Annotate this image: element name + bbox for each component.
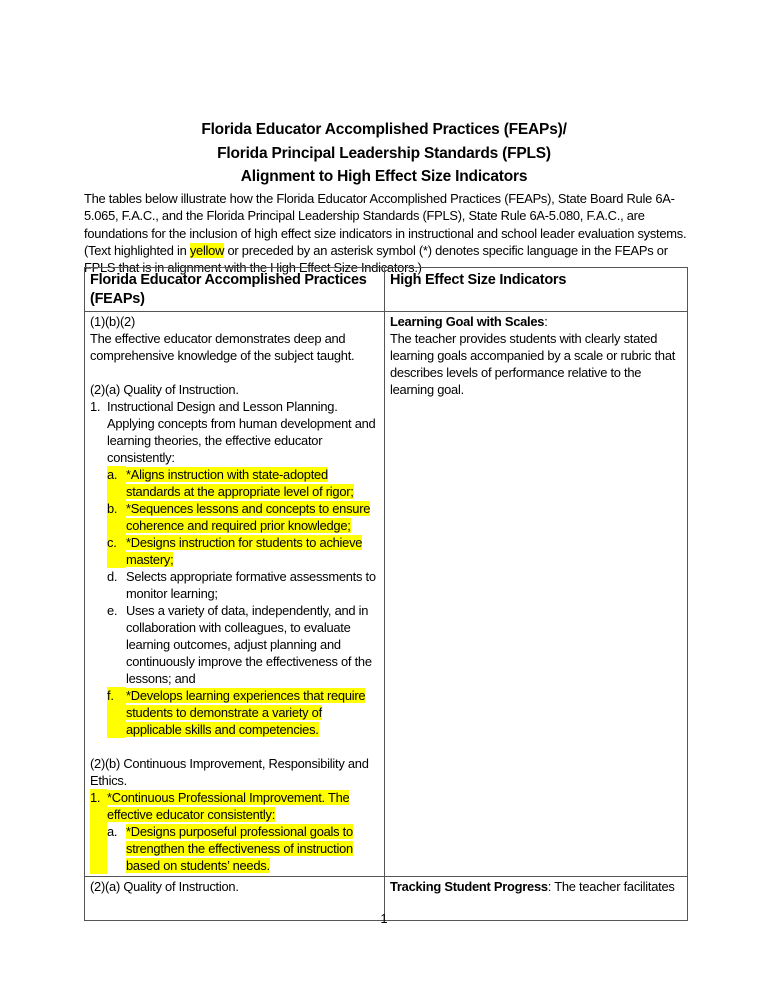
feaps-cell	[85, 312, 385, 877]
document-title	[0, 118, 768, 189]
sub-list-item	[107, 823, 378, 874]
header-feaps: Florida Educator Accomplished Practices (FEAPs)	[85, 268, 385, 312]
list-marker: f.	[107, 687, 126, 738]
list-marker: c.	[107, 534, 126, 568]
sub-list-item	[107, 500, 378, 534]
table-row	[85, 312, 688, 877]
ref: (2)(a) Quality of Instruction.	[90, 382, 239, 397]
list-text: *Designs instruction for students to achieve mastery;	[126, 535, 363, 567]
sub-list-item	[107, 466, 378, 500]
list-text: Uses a variety of data, independently, and in collaboration with colleagues, to evaluate learning outcomes, adjust planning and continuously improve the effectiveness of the lessons; and	[126, 603, 372, 686]
intro-highlight: yellow	[189, 242, 225, 258]
list-marker: e.	[107, 603, 118, 618]
indicator-title: Tracking Student Progress	[390, 879, 548, 894]
list-marker: 1.	[90, 399, 101, 414]
list-text: *Develops learning experiences that require students to demonstrate a variety of applicable skills and competencies.	[126, 688, 366, 737]
list-text: *Continuous Professional Improvement. The effective educator consistently:	[107, 790, 350, 822]
list-text: *Aligns instruction with state-adopted standards at the appropriate level of rigor;	[126, 467, 354, 499]
indicator-text: The teacher provides students with clearly stated learning goals accompanied by a scale or rubric that describes levels of performance relative to the learning goal.	[390, 331, 676, 397]
list-marker: 1.	[90, 789, 107, 874]
list-text: Instructional Design and Lesson Planning. Applying concepts from human development and learning theories, the effective educator consistently:	[107, 399, 376, 465]
indicator-cell	[385, 312, 688, 877]
title-line: Alignment to High Effect Size Indicators	[240, 168, 528, 185]
list-marker: a.	[107, 824, 118, 839]
indicator-text: : The teacher facilitates	[547, 879, 675, 894]
list-text: *Sequences lessons and concepts to ensure coherence and required prior knowledge;	[126, 501, 371, 533]
sub-list-item	[107, 568, 378, 602]
header-indicators: High Effect Size Indicators	[385, 268, 688, 312]
ref: (2)(a) Quality of Instruction.	[90, 879, 239, 894]
list-item	[90, 398, 378, 738]
title-line: Florida Principal Leadership Standards (FPLS)	[217, 144, 551, 162]
colon: :	[544, 314, 548, 329]
list-marker: a.	[107, 466, 126, 500]
ref-text: The effective educator demonstrates deep and comprehensive knowledge of the subject taught.	[90, 331, 355, 363]
list-marker: b.	[107, 500, 126, 534]
alignment-table	[84, 267, 688, 921]
ref: (2)(b) Continuous Improvement, Responsibility and Ethics.	[90, 756, 369, 788]
page-number: 1	[380, 911, 388, 926]
sub-list-item	[107, 687, 378, 738]
sub-list-item	[107, 602, 378, 687]
table-header-row	[85, 268, 688, 312]
list-item	[90, 789, 378, 874]
list-text: *Designs purposeful professional goals to strengthen the effectiveness of instruction based on students’ needs.	[126, 824, 353, 873]
intro-paragraph	[84, 190, 688, 276]
sub-list-item	[107, 534, 378, 568]
title-line: Florida Educator Accomplished Practices (FEAPs)/	[201, 121, 567, 138]
list-text: Selects appropriate formative assessments to monitor learning;	[126, 569, 376, 601]
intro-text: or preceded by an asterisk symbol (*) denotes specific language in the FEAPs or FPLS that is in alignment with the High Effect Size Indicators.)	[84, 242, 668, 276]
indicator-title: Learning Goal with Scales	[390, 314, 545, 329]
list-marker: d.	[107, 569, 118, 584]
ref: (1)(b)(2)	[90, 314, 136, 329]
intro-text: The tables below illustrate how the Florida Educator Accomplished Practices (FEAPs), State Board Rule 6A-5.065, F.A.C., and the Florida Principal Leadership Standards (FPLS), State Rule 6A-5.080, F.A.C., are foundations for the inclusion of high effect size indicators in instructional and school leader evaluation systems. (Text highlighted in	[84, 191, 687, 258]
